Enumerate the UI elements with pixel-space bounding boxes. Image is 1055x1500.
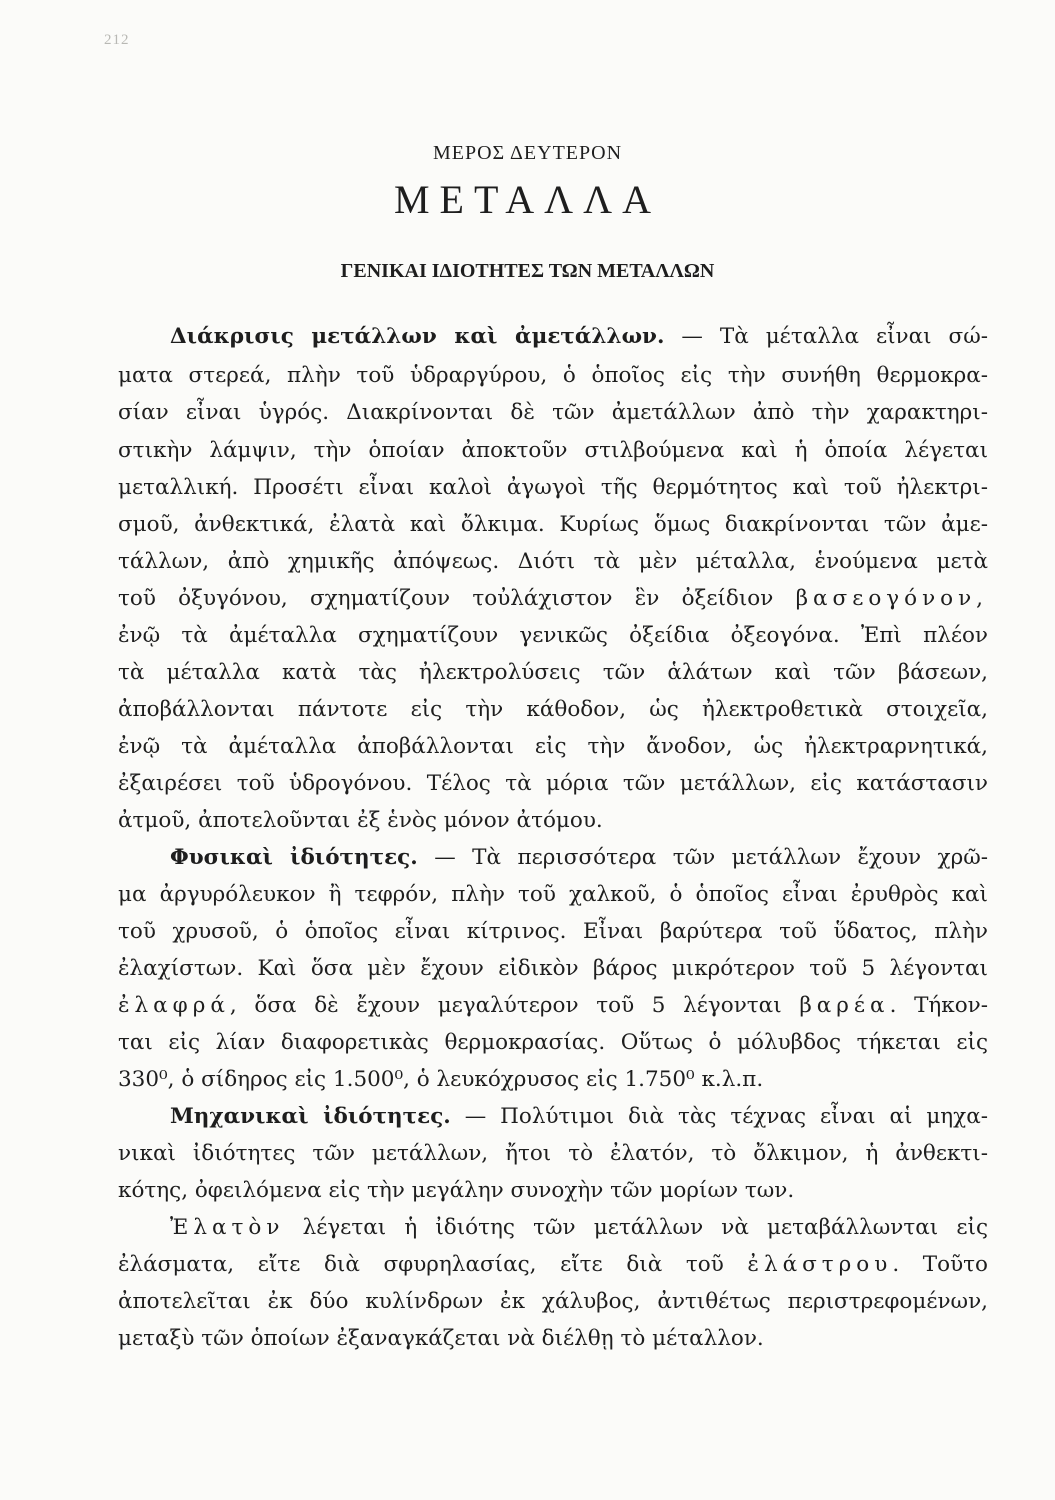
text-line: μεταλλική. Προσέτι εἶναι καλοὶ ἀγωγοὶ τῆς θερμότητος καὶ τοῦ ἠλεκτρι-: [118, 475, 988, 500]
spaced-term: Ἐλατὸν: [170, 1215, 285, 1240]
text-line: ἀποβάλλονται πάντοτε εἰς τὴν κάθοδον, ὡς ἠλεκτροθετικὰ στοιχεῖα,: [118, 697, 988, 722]
chapter-title: ΜΕΤΑΛΛΑ: [393, 177, 661, 222]
text-line: 330⁰, ὁ σίδηρος εἰς 1.500⁰, ὁ λευκόχρυσος εἰς 1.750⁰ κ.λ.π.: [118, 1067, 764, 1092]
text-line: ἐλαχίστων. Καὶ ὅσα μὲν ἔχουν εἰδικὸν βάρος μικρότερον τοῦ 5 λέγονται: [118, 956, 988, 981]
text-line: ται εἰς λίαν διαφορετικὰς θερμοκρασίας. Οὕτως ὁ μόλυβδος τήκεται εἰς: [118, 1030, 988, 1055]
text-line: νικαὶ ἰδιότητες τῶν μετάλλων, ἤτοι τὸ ἐλατόν, τὸ ὄλκιμον, ἡ ἀνθεκτι-: [118, 1141, 988, 1166]
text-line: στικὴν λάμψιν, τὴν ὁποίαν ἀποκτοῦν στιλβούμενα καὶ ἡ ὁποία λέγεται: [118, 438, 988, 463]
text-line: [170, 843, 988, 873]
text-line: ἐνῷ τὰ ἀμέταλλα ἀποβάλλονται εἰς τὴν ἄνοδον, ὡς ἠλεκτραρνητικά,: [118, 734, 988, 759]
text-line: μεταξὺ τῶν ὁποίων ἐξαναγκάζεται νὰ διέλθῃ τὸ μέταλλον.: [118, 1326, 764, 1351]
page-number: 212: [104, 32, 130, 48]
mechanical-heading: Μηχανικαὶ ἰδιότητες.: [170, 1104, 451, 1129]
text-line: τὰ μέταλλα κατὰ τὰς ἠλεκτρολύσεις τῶν ἁλάτων καὶ τῶν βάσεων,: [118, 660, 988, 685]
text-line: [118, 991, 988, 1021]
spaced-term: βασεογόνον,: [795, 586, 988, 611]
text-line: ἐξαιρέσει τοῦ ὑδρογόνου. Τέλος τὰ μόρια τῶν μετάλλων, εἰς κατάστασιν: [118, 771, 988, 796]
text-line: σμοῦ, ἀνθεκτικά, ἐλατὰ καὶ ὄλκιμα. Κυρίως ὅμως διακρίνονται τῶν ἀμε-: [118, 512, 988, 537]
text-span: — Πολύτιμοι διὰ τὰς τέχνας εἶναι αἱ μηχα-: [450, 1104, 988, 1129]
text-line: [170, 1213, 988, 1243]
text-span: — Τὰ περισσότερα τῶν μετάλλων ἔχουν χρῶ-: [417, 845, 989, 870]
text-span: , ὅσα δὲ ἔχουν μεγαλύτερον τοῦ 5 λέγονται: [229, 993, 800, 1018]
section-title: ΓΕΝΙΚΑΙ ΙΔΙΟΤΗΤΕΣ ΤΩΝ ΜΕΤΑΛΛΩΝ: [340, 260, 715, 282]
text-line: [118, 1250, 988, 1280]
physical-heading: Φυσικαὶ ἰδιότητες.: [170, 845, 418, 870]
text-line: ἀτμοῦ, ἀποτελοῦνται ἐξ ἑνὸς μόνον ἀτόμου.: [118, 808, 603, 833]
text-line: ἐνῷ τὰ ἀμέταλλα σχηματίζουν γενικῶς ὀξείδια ὀξεογόνα. Ἐπὶ πλέον: [118, 623, 988, 648]
text-line: ματα στερεά, πλὴν τοῦ ὑδραργύρου, ὁ ὁποῖος εἰς τὴν συνήθη θερμοκρα-: [118, 363, 988, 388]
spaced-term: βαρέα: [799, 993, 890, 1018]
part-title: ΜΕΡΟΣ ΔΕΥΤΕΡΟΝ: [432, 142, 623, 164]
text-span: . Τήκον-: [889, 993, 989, 1018]
text-line: τάλλων, ἀπὸ χημικῆς ἀπόψεως. Διότι τὰ μὲν μέταλλα, ἑνούμενα μετὰ: [118, 549, 988, 574]
text-span: ἐλάσματα, εἴτε διὰ σφυρηλασίας, εἴτε διὰ τοῦ: [118, 1252, 748, 1277]
text-line: σίαν εἶναι ὑγρός. Διακρίνονται δὲ τῶν ἀμετάλλων ἀπὸ τὴν χαρακτηρι-: [118, 400, 988, 425]
text-line: κότης, ὀφειλόμενα εἰς τὴν μεγάλην συνοχὴν τῶν μορίων των.: [118, 1178, 795, 1203]
text-line: [170, 322, 988, 352]
distinction-heading: Διάκρισις μετάλλων καὶ ἀμετάλλων.: [170, 324, 665, 349]
text-span: — Τὰ μέταλλα εἶναι σώ-: [664, 324, 988, 349]
text-line: ἀποτελεῖται ἐκ δύο κυλίνδρων ἐκ χάλυβος, ἀντιθέτως περιστρεφομένων,: [118, 1289, 988, 1314]
text-span: λέγεται ἡ ἰδιότης τῶν μετάλλων νὰ μεταβάλλωνται εἰς: [284, 1215, 988, 1240]
text-line: [170, 1102, 988, 1132]
text-line: [118, 584, 988, 614]
spaced-term: ἐλαφρά: [118, 993, 230, 1018]
spaced-term: ἐλάστρου: [747, 1252, 893, 1277]
text-span: . Τοῦτο: [892, 1252, 988, 1277]
text-line: μα ἀργυρόλευκον ἢ τεφρόν, πλὴν τοῦ χαλκοῦ, ὁ ὁποῖος εἶναι ἐρυθρὸς καὶ: [118, 882, 988, 907]
text-line: τοῦ χρυσοῦ, ὁ ὁποῖος εἶναι κίτρινος. Εἶναι βαρύτερα τοῦ ὕδατος, πλὴν: [118, 919, 988, 944]
text-span: τοῦ ὀξυγόνου, σχηματίζουν τοὐλάχιστον ἓν ὀξείδιον: [118, 586, 796, 611]
